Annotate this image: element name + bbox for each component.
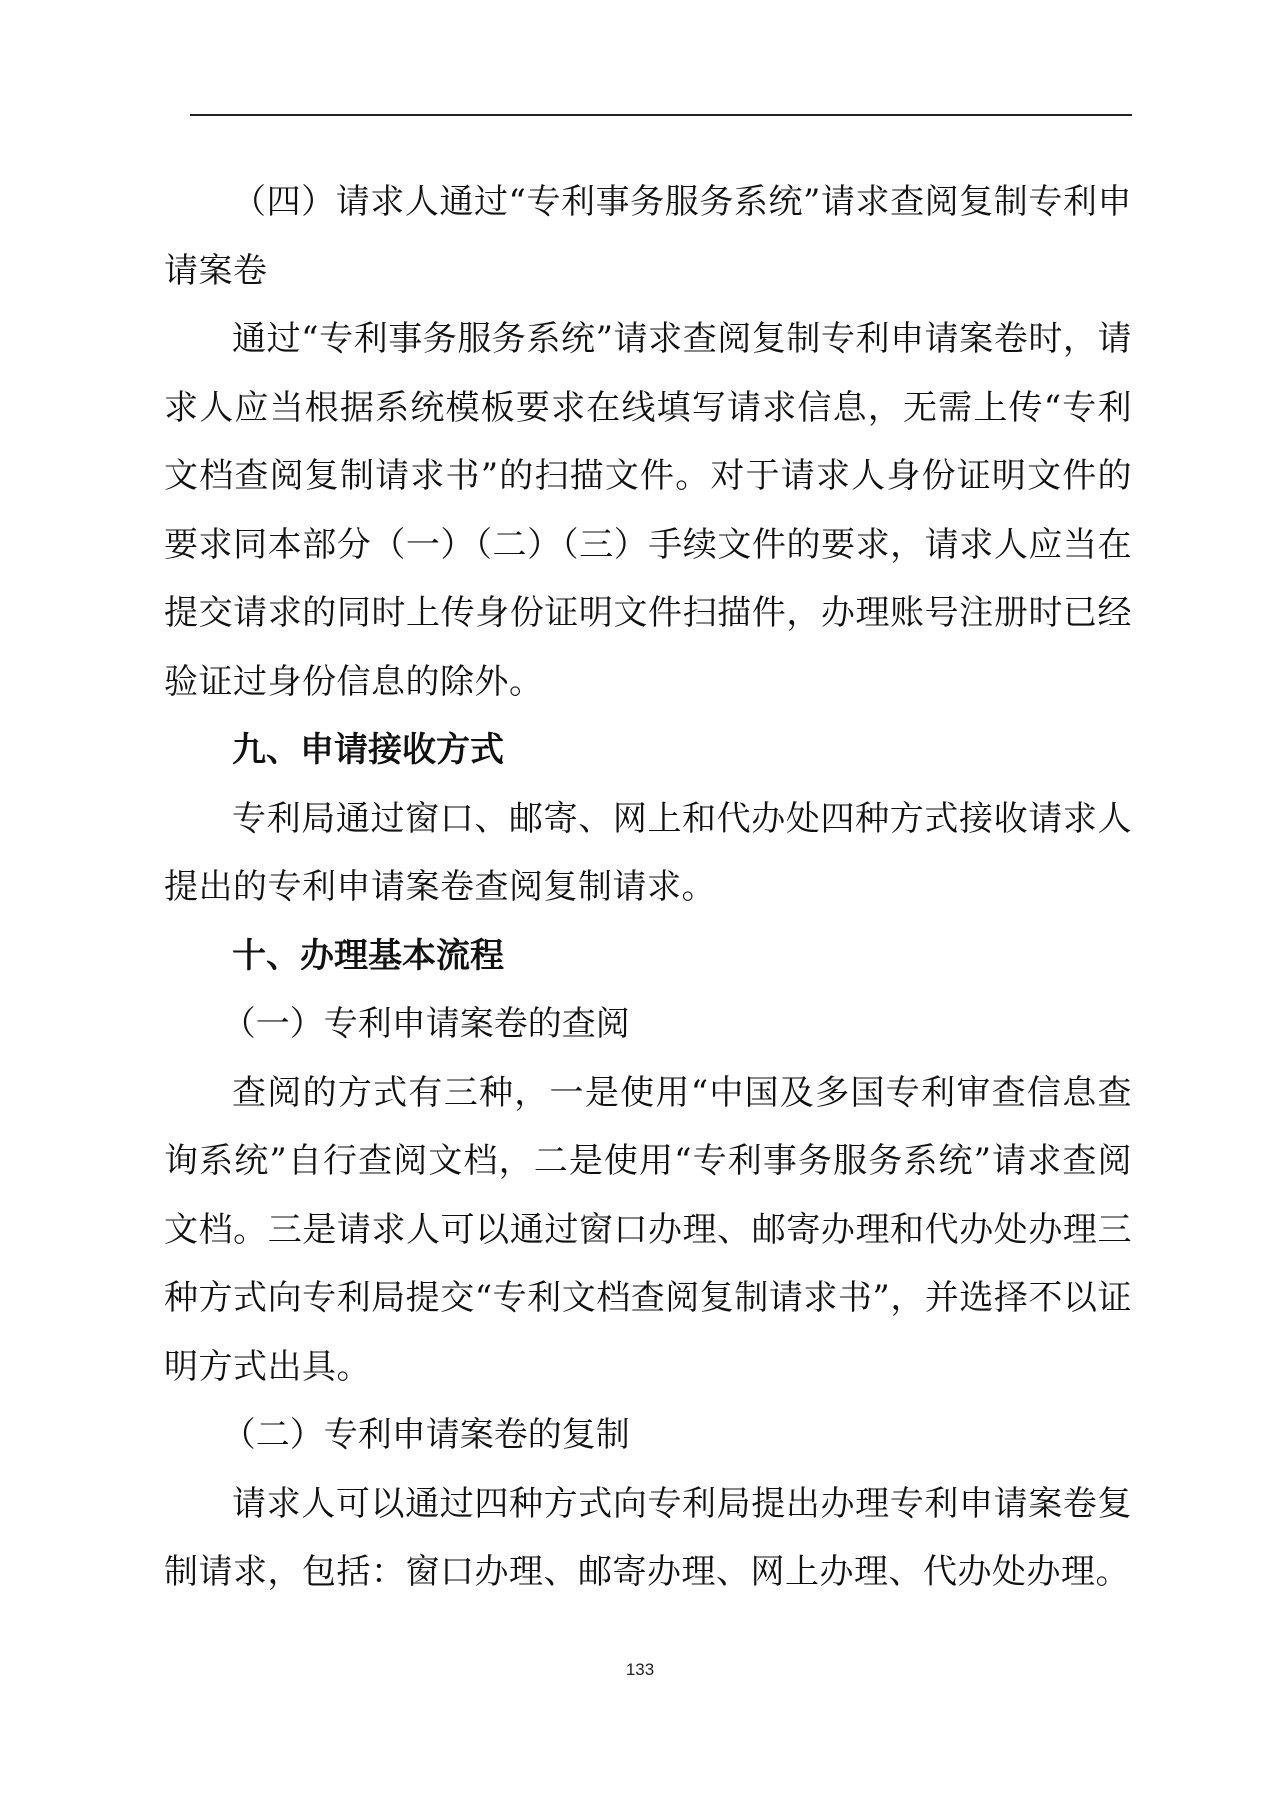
subheading-copying: （二）专利申请案卷的复制 [221, 1415, 630, 1455]
subheading-inspection: （一）专利申请案卷的查阅 [221, 1004, 630, 1044]
paragraph-receiving-methods: 专利局通过窗口、邮寄、网上和代办处四种方式接收请求人提出的专利申请案卷查阅复制请求。 [164, 798, 1132, 907]
paragraph-copying-methods: 请求人可以通过四种方式向专利局提出办理专利申请案卷复制请求，包括：窗口办理、邮寄办理、网上办理、代办处办理。 [164, 1483, 1132, 1592]
paragraph-inspection-methods: 查阅的方式有三种，一是使用“中国及多国专利审查信息查询系统”自行查阅文档，二是使用“专利事务服务系统”请求查阅文档。三是请求人可以通过窗口办理、邮寄办理和代办处办理三种方式向专利局提交“专利文档查阅复制请求书”，并选择不以证明方式出具。 [164, 1072, 1132, 1387]
header-rule [190, 114, 1132, 116]
section-heading-10: 十、办理基本流程 [232, 935, 504, 976]
page-number: 133 [625, 1660, 655, 1679]
document-body [164, 168, 1132, 1607]
paragraph-subheading-4: （四）请求人通过“专利事务服务系统”请求查阅复制专利申请案卷 [164, 182, 1132, 291]
section-heading-9: 九、申请接收方式 [232, 730, 504, 770]
paragraph-online-request: 通过“专利事务服务系统”请求查阅复制专利申请案卷时，请求人应当根据系统模板要求在线填写请求信息，无需上传“专利文档查阅复制请求书”的扫描文件。对于请求人身份证明文件的要求同本部分（一）（二）（三）手续文件的要求，请求人应当在提交请求的同时上传身份证明文件扫描件，办理账号注册时已经验证过身份信息的除外。 [164, 319, 1132, 702]
